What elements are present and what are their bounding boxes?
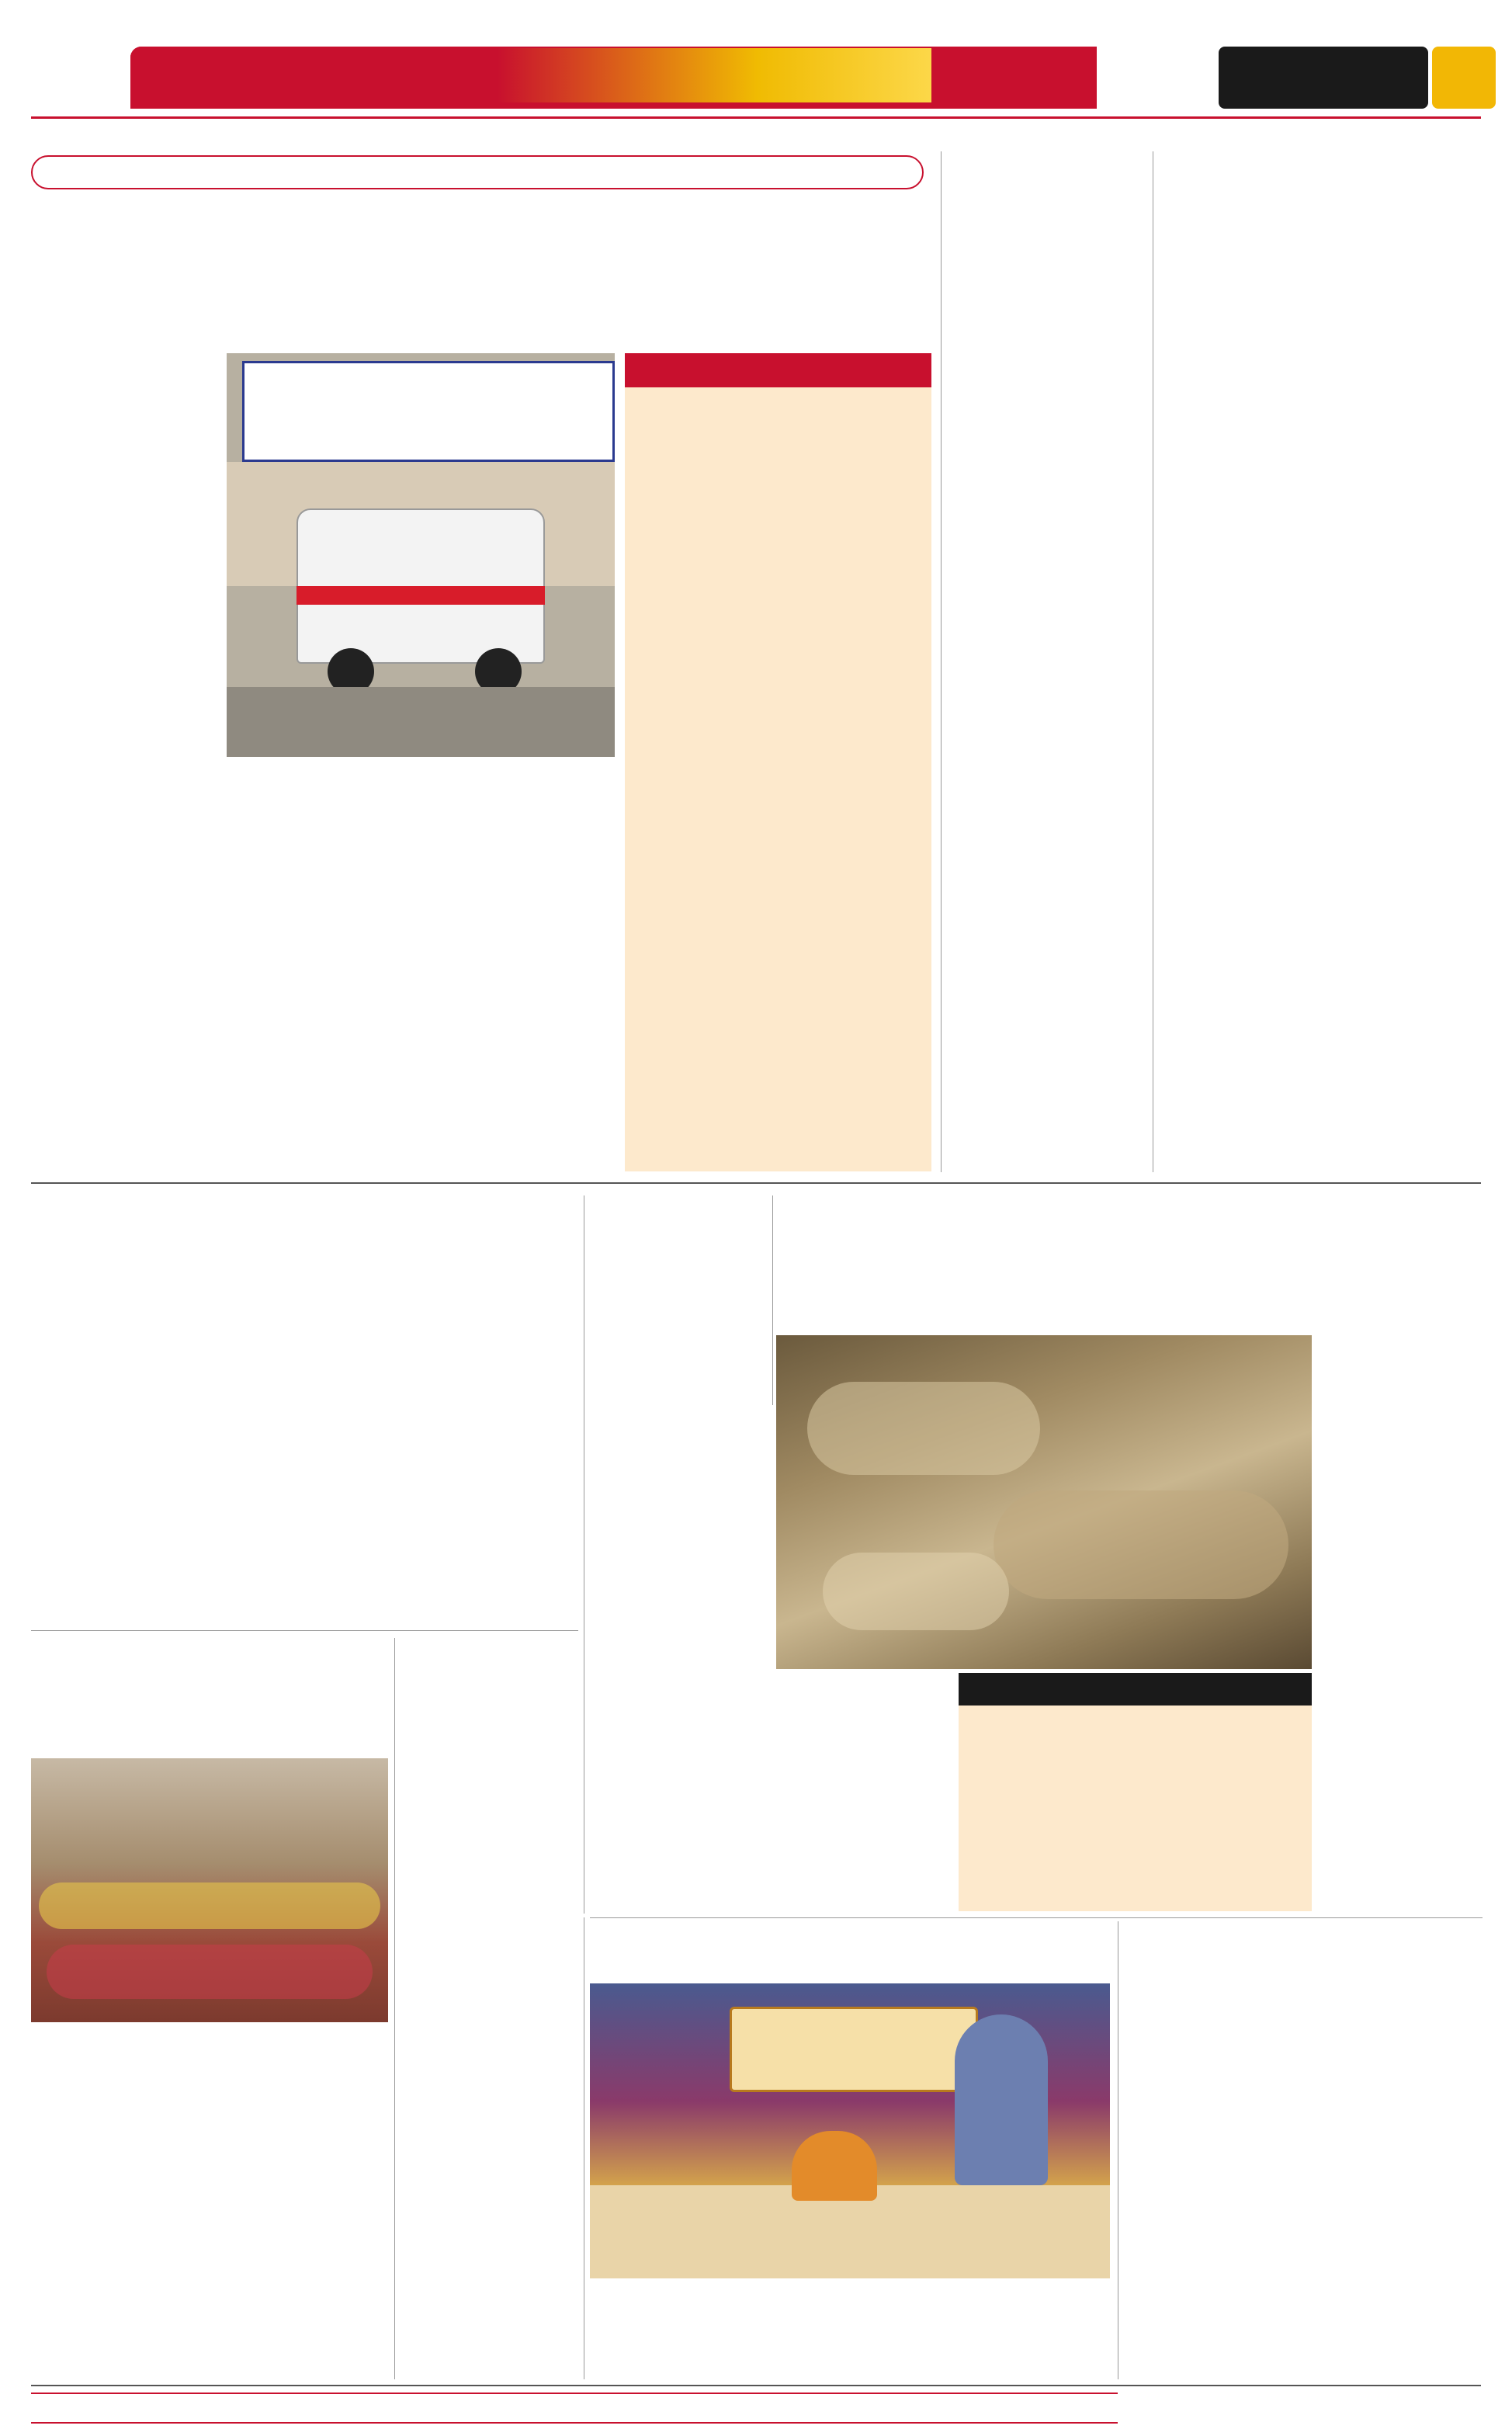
divider-v-5 xyxy=(394,1638,395,2379)
soil-road-photo xyxy=(776,1335,1312,1669)
rss-col-1 xyxy=(1129,2158,1304,2379)
divider-h-4 xyxy=(31,2385,1481,2386)
natyotsav-col-1 xyxy=(31,1363,211,1627)
dhool-body xyxy=(1323,1409,1483,1603)
soil-texture-2 xyxy=(994,1490,1288,1599)
ambulance-col-3 xyxy=(425,765,615,1172)
divider-h-1 xyxy=(31,1182,1481,1184)
mahila-body xyxy=(953,253,1143,1169)
masthead-rule xyxy=(31,116,1481,119)
ambulance-photo xyxy=(227,353,615,757)
ambulance-stripe xyxy=(297,586,545,605)
kumhar-col-2 xyxy=(776,1677,955,1910)
stage-priest xyxy=(792,2131,877,2201)
ambulance-col-2 xyxy=(227,765,417,1172)
kumhar-col-1 xyxy=(591,1363,766,1914)
natyotsav-col-3 xyxy=(401,1341,576,1627)
swachh-body xyxy=(1323,1677,1483,1910)
gas-kicker-bar xyxy=(31,2393,1118,2424)
gold-stripe xyxy=(497,48,931,102)
nsui-col-2 xyxy=(400,2087,578,2378)
divider-h-3 xyxy=(590,1917,1483,1918)
block-col-2 xyxy=(1331,376,1490,1170)
natyotsav-col-2 xyxy=(219,1341,394,1627)
hospital-sign xyxy=(242,361,615,462)
shiva-idol xyxy=(955,2014,1048,2185)
danger-body xyxy=(966,1712,1304,1906)
page-number-box xyxy=(1432,47,1496,109)
block-col-1 xyxy=(1164,444,1323,1170)
kicker-bar xyxy=(31,155,924,189)
nsui-col-1 xyxy=(400,1776,578,2079)
danger-banner xyxy=(959,1673,1312,1706)
gate-banner xyxy=(625,353,931,387)
gate-box-para-1 xyxy=(633,396,924,543)
bhandara-photo xyxy=(31,1758,388,2022)
soil-texture-3 xyxy=(823,1553,1009,1630)
stage-banner xyxy=(730,2007,978,2092)
rss-col-2 xyxy=(1313,2038,1486,2379)
ambulance-col-1 xyxy=(31,379,217,1171)
paper-name-box xyxy=(1219,47,1428,109)
masthead xyxy=(0,0,1512,116)
devotees-row-2 xyxy=(47,1945,373,1999)
bhandara-col-2 xyxy=(213,2028,388,2379)
gate-box-para-3 xyxy=(633,741,924,1164)
divider-v-4 xyxy=(772,1195,773,1405)
soil-texture-1 xyxy=(807,1382,1040,1475)
road-surface xyxy=(227,687,615,757)
devotees-row-1 xyxy=(39,1882,380,1929)
gate-box-para-2 xyxy=(633,578,924,706)
shivpuran-photo xyxy=(590,1983,1110,2278)
divider-h-2 xyxy=(31,1630,578,1631)
divider-v-1 xyxy=(941,151,942,1172)
bhandara-col-1 xyxy=(31,2048,206,2378)
shivpuran-caption xyxy=(590,2284,1110,2377)
